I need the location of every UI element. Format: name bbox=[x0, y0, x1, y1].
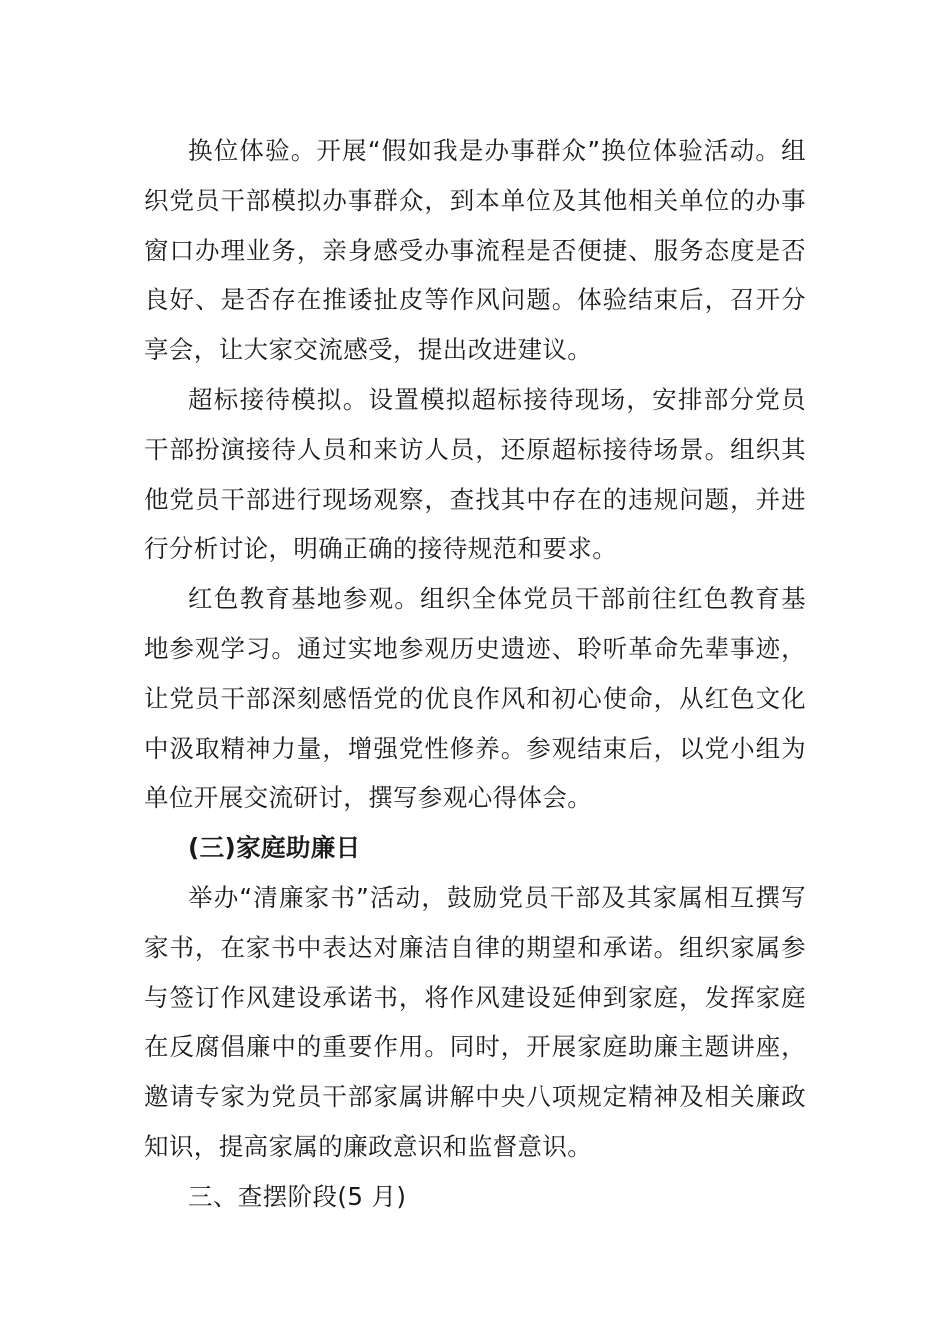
section-heading-review-stage: 三、查摆阶段(5 月) bbox=[188, 1181, 407, 1211]
paragraph-family-letters: 举办“清廉家书”活动，鼓励党员干部及其家属相互撰写家书，在家书中表达对廉洁自律的期望和承诺。组织家属参与签订作风建设承诺书，将作风建设延伸到家庭，发挥家庭在反腐倡廉中的重要作用。同时，开展家庭助廉主题讲座，邀请专家为党员干部家属讲解中央八项规定精神及相关廉政知识，提高家属的廉政意识和监督意识。 bbox=[144, 882, 806, 1161]
paragraph-red-education-visit: 红色教育基地参观。组织全体党员干部前往红色教育基地参观学习。通过实地参观历史遗迹、聆听革命先辈事迹，让党员干部深刻感悟党的优良作风和初心使命，从红色文化中汲取精神力量，增强党性修养。参观结束后，以党小组为单位开展交流研讨，撰写参观心得体会。 bbox=[144, 584, 806, 813]
subheading-family-integrity-day: (三)家庭助廉日 bbox=[188, 833, 361, 863]
document-body bbox=[144, 126, 806, 1222]
paragraph-role-swap-experience: 换位体验。开展“假如我是办事群众”换位体验活动。组织党员干部模拟办事群众，到本单位及其他相关单位的办事窗口办理业务，亲身感受办事流程是否便捷、服务态度是否良好、是否存在推诿扯皮等作风问题。体验结束后，召开分享会，让大家交流感受，提出改进建议。 bbox=[144, 136, 806, 365]
paragraph-reception-simulation: 超标接待模拟。设置模拟超标接待现场，安排部分党员干部扮演接待人员和来访人员，还原超标接待场景。组织其他党员干部进行现场观察，查找其中存在的违规问题，并进行分析讨论，明确正确的接待规范和要求。 bbox=[144, 384, 806, 564]
